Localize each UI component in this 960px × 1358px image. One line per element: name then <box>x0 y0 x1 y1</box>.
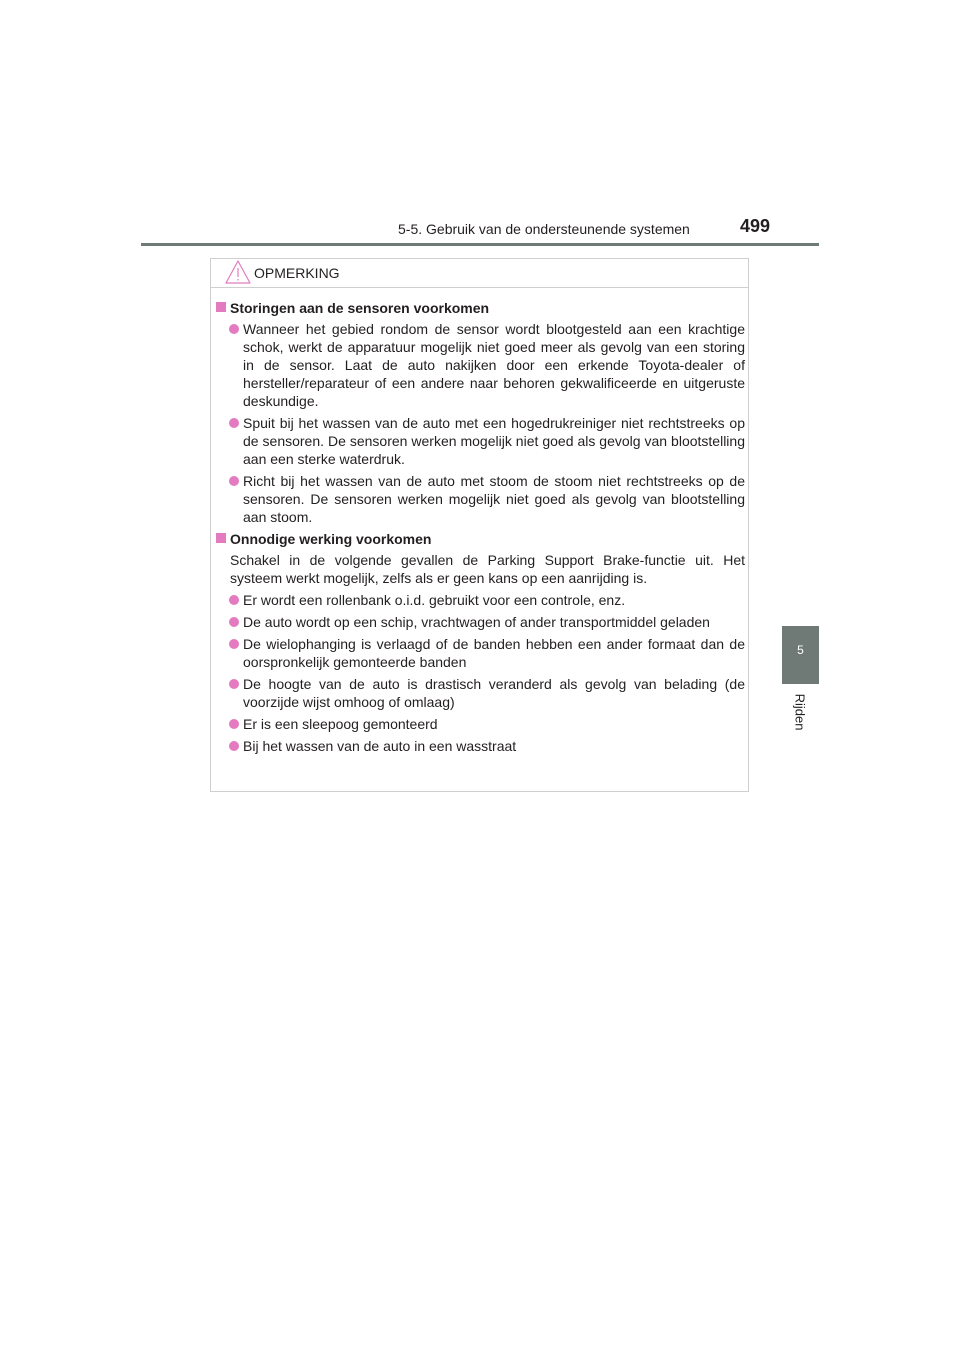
list-item <box>216 715 745 733</box>
list-item-text: Er wordt een rollenbank o.i.d. gebruikt voor een controle, enz. <box>243 592 626 608</box>
list-item-text: Bij het wassen van de auto in een wasstraat <box>243 738 517 754</box>
circle-bullet-icon <box>229 679 239 689</box>
list-item-text: De auto wordt op een schip, vrachtwagen of ander transportmiddel geladen <box>243 614 710 630</box>
list-item <box>216 635 745 671</box>
list-item-text: Richt bij het wassen van de auto met stoom de stoom niet rechtstreeks op de sensoren. De sensoren werken mogelijk niet goed als gevolg van blootstelling aan stoom. <box>243 473 745 525</box>
notice-title: OPMERKING <box>254 265 340 281</box>
list-item <box>216 613 745 631</box>
circle-bullet-icon <box>229 741 239 751</box>
list-item <box>216 675 745 711</box>
section-title <box>216 299 745 317</box>
circle-bullet-icon <box>229 595 239 605</box>
list-item <box>216 414 745 468</box>
header-section-title: 5-5. Gebruik van de ondersteunende systemen <box>398 221 690 237</box>
chapter-tab-label: Rijden <box>792 693 808 731</box>
section-text: Schakel in de volgende gevallen de Parking Support Brake-functie uit. Het systeem werkt mogelijk, zelfs als er geen kans op een aanrijding is. <box>230 552 745 586</box>
list-item <box>216 472 745 526</box>
list-item <box>216 320 745 410</box>
list-item-text: Er is een sleepoog gemonteerd <box>243 716 438 732</box>
section-title-text: Storingen aan de sensoren voorkomen <box>230 300 490 316</box>
circle-bullet-icon <box>229 418 239 428</box>
list-item-text: De wielophanging is verlaagd of de banden hebben een ander formaat dan de oorspronkelijk gemonteerde banden <box>243 636 745 670</box>
list-item <box>216 737 745 755</box>
square-bullet-icon <box>216 533 226 543</box>
chapter-tab-number[interactable]: 5 <box>782 626 819 684</box>
page-number: 499 <box>740 216 771 236</box>
list-item-text: Wanneer het gebied rondom de sensor wordt blootgesteld aan een krachtige schok, werkt de apparatuur mogelijk niet goed meer als gevolg van een storing in de sensor. Laat de auto nakijken door een erkende Toyota-dealer of hersteller/reparateur of een andere naar behoren gekwalificeerde en uitgeruste deskundige. <box>243 321 745 409</box>
notice-box <box>210 258 749 792</box>
notice-header <box>211 259 748 288</box>
square-bullet-icon <box>216 302 226 312</box>
section-title <box>216 530 745 548</box>
notice-content <box>216 299 745 759</box>
circle-bullet-icon <box>229 617 239 627</box>
circle-bullet-icon <box>229 476 239 486</box>
circle-bullet-icon <box>229 324 239 334</box>
list-item-text: Spuit bij het wassen van de auto met een hogedrukreiniger niet rechtstreeks op de sensoren. De sensoren werken mogelijk niet goed als gevolg van blootstelling aan een sterke waterdruk. <box>243 415 745 467</box>
header-rule <box>141 243 819 246</box>
circle-bullet-icon <box>229 719 239 729</box>
section-title-text: Onnodige werking voorkomen <box>230 531 432 547</box>
circle-bullet-icon <box>229 639 239 649</box>
list-item-text: De hoogte van de auto is drastisch veranderd als gevolg van belading (de voorzijde wijst omhoog of omlaag) <box>243 676 745 710</box>
warning-triangle-icon <box>225 260 251 284</box>
list-item <box>216 591 745 609</box>
